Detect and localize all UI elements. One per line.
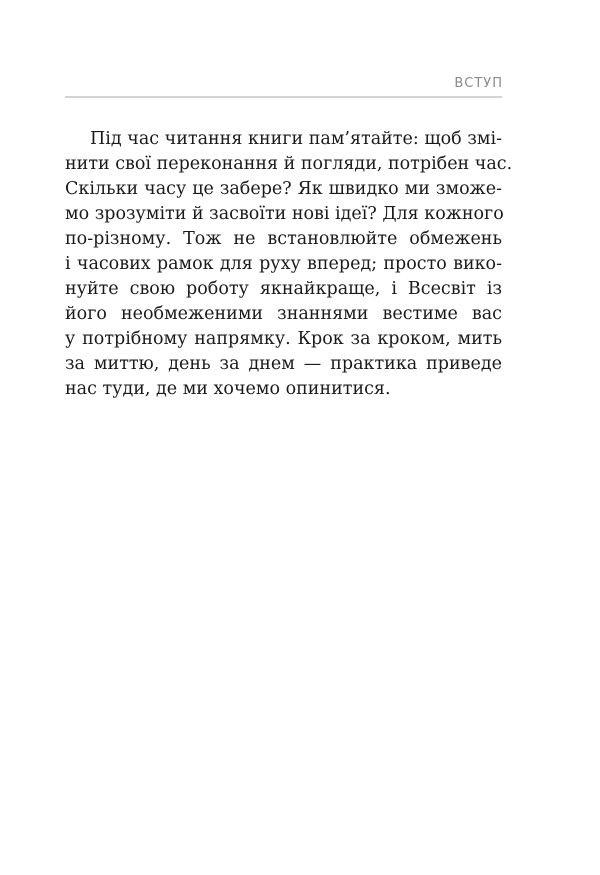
- paragraph-line: у потрібному напрямку. Крок за кроком, мить: [65, 329, 502, 349]
- running-head: ВСТУП: [454, 76, 503, 91]
- paragraph-line: Скільки часу це забере? Як швидко ми зможе-: [65, 179, 502, 199]
- paragraph-line: нас туди, де ми хочемо опинитися.: [65, 379, 391, 399]
- paragraph-line: нуйте свою роботу якнайкраще, і Всесвіт із: [65, 279, 502, 299]
- paragraph-line: нити свої переконання й погляди, потрібен час.: [65, 154, 513, 174]
- paragraph-line: і часових рамок для руху вперед; просто вико-: [65, 254, 502, 274]
- body-paragraph: [65, 127, 513, 402]
- paragraph-line: за миттю, день за днем — практика приведе: [65, 354, 502, 374]
- paragraph-line: по-різному. Тож не встановлюйте обмежень: [65, 229, 502, 249]
- paragraph-line: його необмеженими знаннями вестиме вас: [65, 304, 502, 324]
- paragraph-line: Під час читання книги пам’ятайте: щоб змі-: [90, 129, 502, 149]
- header-rule: [65, 96, 502, 98]
- paragraph-line: мо зрозуміти й засвоїти нові ідеї? Для кожного: [65, 204, 504, 224]
